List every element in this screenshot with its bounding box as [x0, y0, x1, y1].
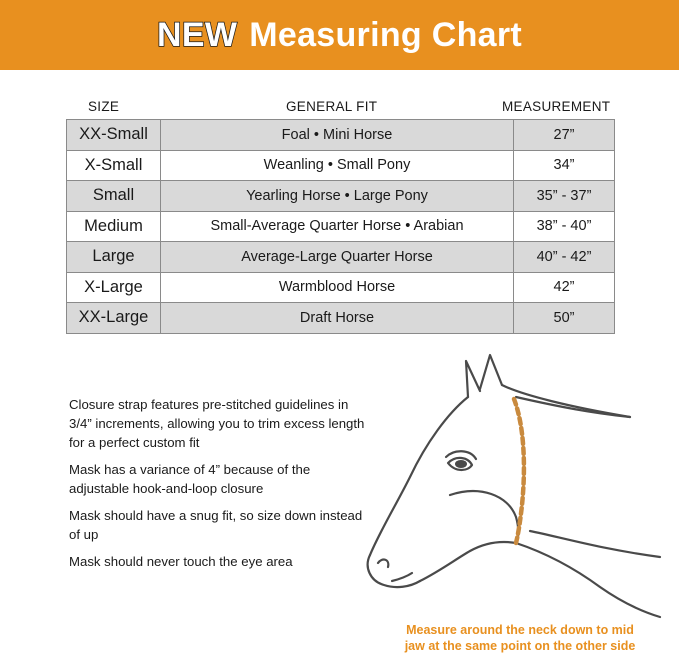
fit-notes — [69, 395, 369, 579]
measure-caption — [370, 622, 670, 654]
measurement-cell: 50” — [514, 303, 615, 334]
note-eye-area: Mask should never touch the eye area — [69, 554, 293, 569]
header-general-fit: GENERAL FIT — [286, 99, 378, 114]
title-new: NEW — [157, 15, 238, 54]
measurement-cell: 35” - 37” — [514, 181, 615, 212]
note-snug-fit: Mask should have a snug fit, so size down instead of up — [69, 508, 363, 542]
title-main: Measuring Chart — [249, 15, 522, 54]
caption-line-2: jaw at the same point on the other side — [404, 639, 636, 653]
size-cell: X-Large — [67, 272, 161, 303]
size-chart-table — [66, 119, 615, 334]
measurement-cell: 27” — [514, 120, 615, 151]
size-cell: Medium — [67, 211, 161, 242]
measurement-cell: 34” — [514, 150, 615, 181]
caption-line-1: Measure around the neck down to mid — [406, 623, 634, 637]
table-row — [67, 272, 615, 303]
table-row — [67, 211, 615, 242]
measurement-cell: 42” — [514, 272, 615, 303]
size-cell: XX-Large — [67, 303, 161, 334]
fit-cell: Warmblood Horse — [161, 272, 514, 303]
table-row — [67, 181, 615, 212]
fit-cell: Draft Horse — [161, 303, 514, 334]
size-cell: Small — [67, 181, 161, 212]
size-cell: X-Small — [67, 150, 161, 181]
header-size: SIZE — [88, 99, 120, 114]
title-banner — [0, 0, 679, 70]
note-variance: Mask has a variance of 4” because of the adjustable hook-and-loop closure — [69, 462, 311, 496]
table-row — [67, 303, 615, 334]
note-closure-strap: Closure strap features pre-stitched guidelines in 3/4” increments, allowing you to trim excess length for a perfect custom fit — [69, 397, 365, 450]
fit-cell: Foal • Mini Horse — [161, 120, 514, 151]
fit-cell: Small-Average Quarter Horse • Arabian — [161, 211, 514, 242]
size-cell: XX-Small — [67, 120, 161, 151]
page-title — [157, 16, 522, 55]
table-row — [67, 150, 615, 181]
table-header — [66, 99, 613, 117]
fit-cell: Average-Large Quarter Horse — [161, 242, 514, 273]
size-cell: Large — [67, 242, 161, 273]
table-row — [67, 120, 615, 151]
fit-cell: Yearling Horse • Large Pony — [161, 181, 514, 212]
header-measurement: MEASUREMENT — [502, 99, 611, 114]
fit-cell: Weanling • Small Pony — [161, 150, 514, 181]
measurement-cell: 38” - 40” — [514, 211, 615, 242]
measurement-cell: 40” - 42” — [514, 242, 615, 273]
table-row — [67, 242, 615, 273]
horse-head-outline-icon — [330, 345, 679, 620]
